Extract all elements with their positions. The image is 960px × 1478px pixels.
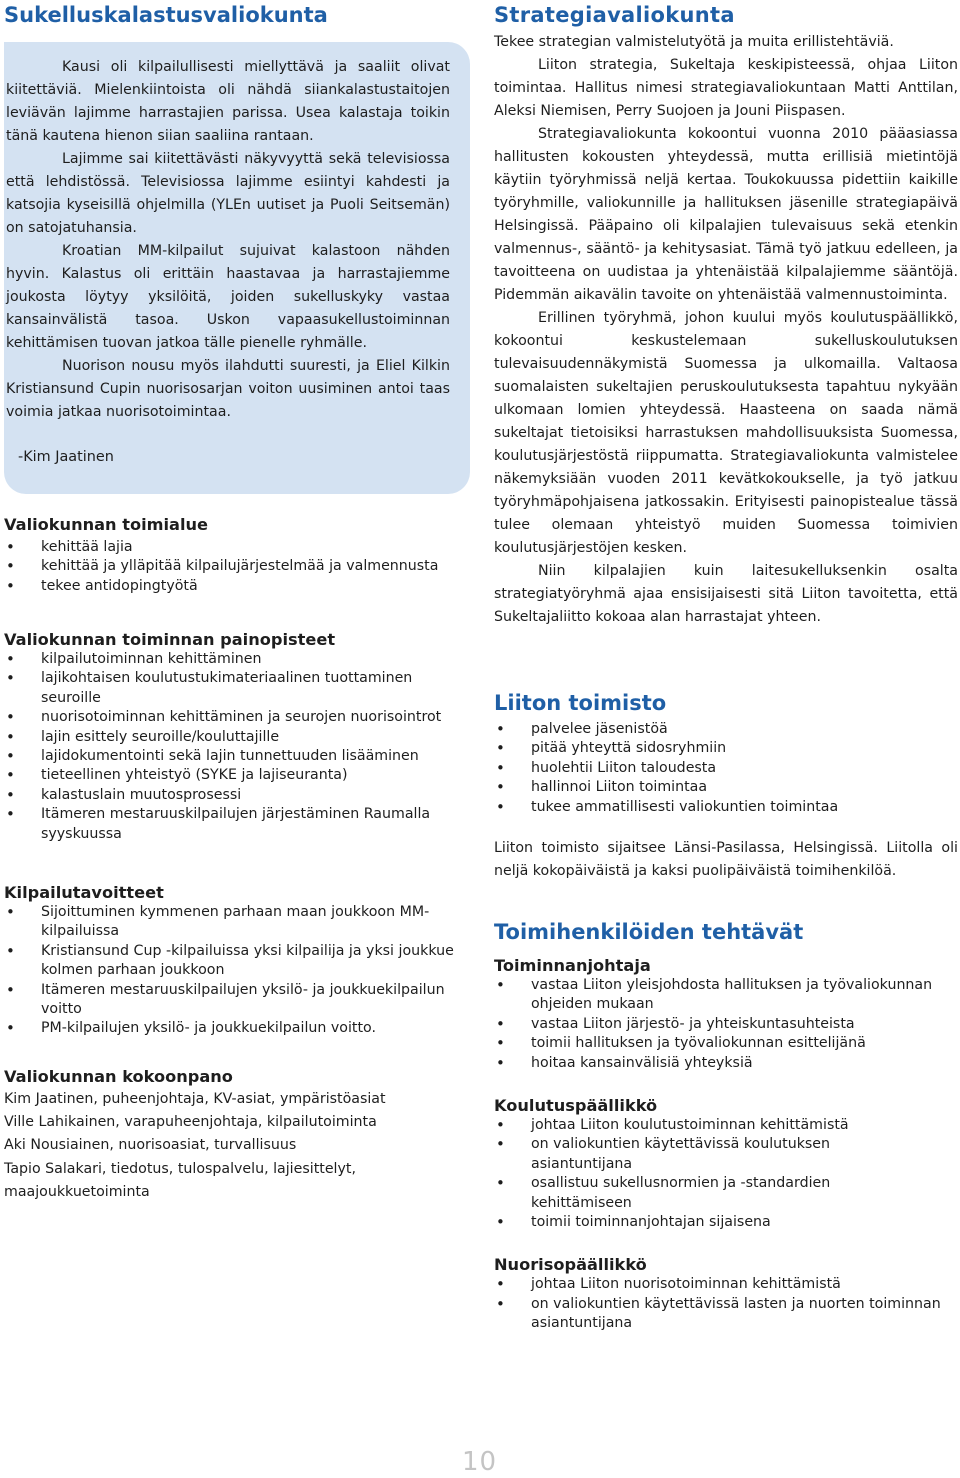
paragraph: Niin kilpalajien kuin laitesukelluksenkin osalta strategiatyöryhmä ajaa ensisijaisesti sitä Liiton tavoitetta, että Sukeltajaliitto kokoaa alan harrastajat yhteen. <box>494 563 958 625</box>
intro-paragraph: Lajimme sai kiitettävästi näkyvyyttä sekä televisiossa että lehdistössä. Televisiossa lajimme esiintyi kahdesti ja katsojia kyseisillä ohjelmilla (YLEn uutiset ja Puoli Seitsemän) on satojatuhansia. <box>6 151 450 236</box>
list-item: • kehittää lajia <box>4 538 472 557</box>
list-item: • pitää yhteyttä sidosryhmiin <box>494 739 958 758</box>
bullet-list <box>494 720 958 817</box>
intro-paragraph: Kroatian MM-kilpailut sujuivat kalastoon nähden hyvin. Kalastus oli erittäin haastavaa ja harrastajiemme joukosta löytyy yksilöitä, joiden sukelluskyky vastaa kansainvälistä tasoa. Uskon vapaasukellustoiminnan kehittämisen tuovan jatkoa tälle pienelle ryhmälle. <box>6 243 450 351</box>
section-toimisto <box>494 690 958 883</box>
list-item: • johtaa Liiton nuorisotoiminnan kehittämistä <box>494 1275 958 1294</box>
list-item: • lajidokumentointi sekä lajin tunnettuuden lisääminen <box>4 747 458 766</box>
paragraph: Liiton strategia, Sukeltaja keskipisteessä, ohjaa Liiton toimintaa. Hallitus nimesi strategiavaliokuntaan Matti Anttilan, Aleksi Niemisen, Perry Suojoen ja Jouni Piispasen. <box>494 57 958 119</box>
list-item: • tieteellinen yhteistyö (SYKE ja lajiseuranta) <box>4 766 458 785</box>
paragraph: Strategiavaliokunta kokoontui vuonna 2010 pääasiassa hallitusten kokousten yhteydessä, mutta erillisiä mietintöjä käytiin työryhmissä neljä kertaa. Toukokuussa pidettiin kaikille työryhmille, valiokunnille ja hallituksen jäsenille strategiapäivä Helsingissä. Pääpaino oli kilpalajien tulevaisuus sekä etenkin valmennus-, sääntö- ja kehitysasiat. Tämä työ jatkuu edelleen, ja tavoitteena on uudistaa ja yhtenäistää kilpalajiemme sääntöjä. Pidemmän aikavälin tavoite on yhtenäistää valmennustoiminta. <box>494 126 958 303</box>
section-toimialue <box>4 514 472 596</box>
list-item: • palvelee jäsenistöä <box>494 720 958 739</box>
list-item: • hoitaa kansainvälisiä yhteyksiä <box>494 1054 952 1073</box>
list-item: • Kristiansund Cup -kilpailuissa yksi kilpailija ja yksi joukkue kolmen parhaan joukkoon <box>4 942 468 981</box>
list-item: • lajikohtaisen koulutustukimateriaalinen tuottaminen seuroille <box>4 669 458 708</box>
section-heading: Toimihenkilöiden tehtävät <box>494 920 804 944</box>
page-number: 10 <box>462 1447 498 1477</box>
list-item: • toimii hallituksen ja työvaliokunnan esittelijänä <box>494 1034 952 1053</box>
section-kilpailutavoitteet <box>4 882 472 1039</box>
section-kokoonpano <box>4 1066 472 1204</box>
member-line: Kim Jaatinen, puheenjohtaja, KV-asiat, ympäristöasiat <box>4 1091 386 1107</box>
office-note: Liiton toimisto sijaitsee Länsi-Pasilassa, Helsingissä. Liitolla oli neljä kokopäiväistä ja kaksi puolipäiväistä toimihenkilöä. <box>494 840 958 880</box>
member-line: Tapio Salakari, tiedotus, tulospalvelu, lajiesittelyt, maajoukkuetoiminta <box>4 1160 356 1200</box>
strategy-text <box>494 31 958 629</box>
list-item: • toimii toiminnanjohtajan sijaisena <box>494 1213 878 1232</box>
list-item: • vastaa Liiton järjestö- ja yhteiskuntasuhteista <box>494 1015 952 1034</box>
member-list <box>4 1088 472 1204</box>
page-title-left: Sukelluskalastusvaliokunta <box>4 3 328 27</box>
subsection-heading: Nuorisopäällikkö <box>494 1255 647 1275</box>
quote-text <box>6 56 450 424</box>
list-item: • huolehtii Liiton taloudesta <box>494 759 958 778</box>
list-item: • Itämeren mestaruuskilpailujen yksilö- ja joukkuekilpailun voitto <box>4 981 468 1020</box>
section-heading: Valiokunnan toimialue <box>4 515 209 534</box>
list-item: • Sijoittuminen kymmenen parhaan maan joukkoon MM-kilpailuissa <box>4 903 468 942</box>
bullet-list <box>494 1275 958 1333</box>
section-heading: Valiokunnan kokoonpano <box>4 1067 233 1086</box>
bullet-list <box>494 976 958 1073</box>
signature: -Kim Jaatinen <box>18 449 114 465</box>
list-item: • tukee ammatillisesti valiokuntien toimintaa <box>494 798 958 817</box>
section-heading: Kilpailutavoitteet <box>4 883 164 902</box>
section-tehtavat <box>494 919 958 1334</box>
bullet-list <box>494 1116 958 1232</box>
paragraph: Tekee strategian valmistelutyötä ja muita erillistehtäviä. <box>494 34 894 50</box>
list-item: • on valiokuntien käytettävissä koulutuksen asiantuntijana <box>494 1135 878 1174</box>
list-item: • lajin esittely seuroille/kouluttajille <box>4 728 458 747</box>
member-line: Ville Lahikainen, varapuheenjohtaja, kilpailutoiminta <box>4 1114 377 1131</box>
section-heading: Valiokunnan toiminnan painopisteet <box>4 630 336 649</box>
paragraph: Erillinen työryhmä, johon kuului myös koulutuspäällikkö, kokoontui keskustelemaan sukelluskoulutuksen tulevaisuudennäkymistä Suomessa ja ulkomailla. Valtaosa suomalaisten sukeltajien peruskoulutuksesta tapahtuu nykyään ulkomaan lomien yhteydessä. Haasteena on saada nämä sukeltajat tietoisiksi harrastuksen mahdollisuuksista Suomessa, koulutusjärjestöstä riippumatta. Strategiavaliokunta valmistelee näkemyksiään vuoden 2011 kevätkokoukselle, ja työ jatkuu työryhmäpohjaisena jatkossakin. Erityisesti painopistealue tässä tulee olemaan yhteistyö muiden Suomessa toimivien koulutusjärjestöjen kesken. <box>494 310 958 556</box>
page-title-right: Strategiavaliokunta <box>494 3 735 27</box>
list-item: • hallinnoi Liiton toimintaa <box>494 778 958 797</box>
bullet-list <box>4 538 472 596</box>
list-item: • nuorisotoiminnan kehittäminen ja seurojen nuorisointrot <box>4 708 458 727</box>
list-item: • vastaa Liiton yleisjohdosta hallituksen ja työvaliokunnan ohjeiden mukaan <box>494 976 952 1015</box>
intro-paragraph: Kausi oli kilpailullisesti miellyttävä ja saaliit olivat kiitettäviä. Mielenkiintoista oli nähdä siiankalastustaitojen leviävän lajimme harrastajien parissa. Usea kalastaja toikin tänä kautena hienon siian saaliina rantaan. <box>6 59 450 144</box>
list-item: • tekee antidopingtyötä <box>4 577 472 596</box>
bullet-list <box>4 650 472 844</box>
list-item: • kalastuslain muutosprosessi <box>4 786 458 805</box>
list-item: • kilpailutoiminnan kehittäminen <box>4 650 458 669</box>
intro-paragraph: Nuorison nousu myös ilahdutti suuresti, ja Eliel Kilkin Kristiansund Cupin nuorisosarjan voiton uusiminen antoi taas voimia jatkaa nuorisotoimintaa. <box>6 358 450 420</box>
subsection-heading: Koulutuspäällikkö <box>494 1096 658 1116</box>
list-item: • on valiokuntien käytettävissä lasten ja nuorten toiminnan asiantuntijana <box>494 1295 958 1334</box>
list-item: • kehittää ja ylläpitää kilpailujärjestelmää ja valmennusta <box>4 557 472 576</box>
list-item: • osallistuu sukellusnormien ja -standardien kehittämiseen <box>494 1174 878 1213</box>
section-heading: Liiton toimisto <box>494 691 667 715</box>
bullet-list <box>4 903 472 1039</box>
list-item: • johtaa Liiton koulutustoiminnan kehittämistä <box>494 1116 878 1135</box>
subsection-heading: Toiminnanjohtaja <box>494 956 651 975</box>
list-item: • PM-kilpailujen yksilö- ja joukkuekilpailun voitto. <box>4 1019 468 1038</box>
member-line: Aki Nousiainen, nuorisoasiat, turvallisuus <box>4 1137 297 1154</box>
list-item: • Itämeren mestaruuskilpailujen järjestäminen Raumalla syyskuussa <box>4 805 458 844</box>
section-painopisteet <box>4 629 472 844</box>
